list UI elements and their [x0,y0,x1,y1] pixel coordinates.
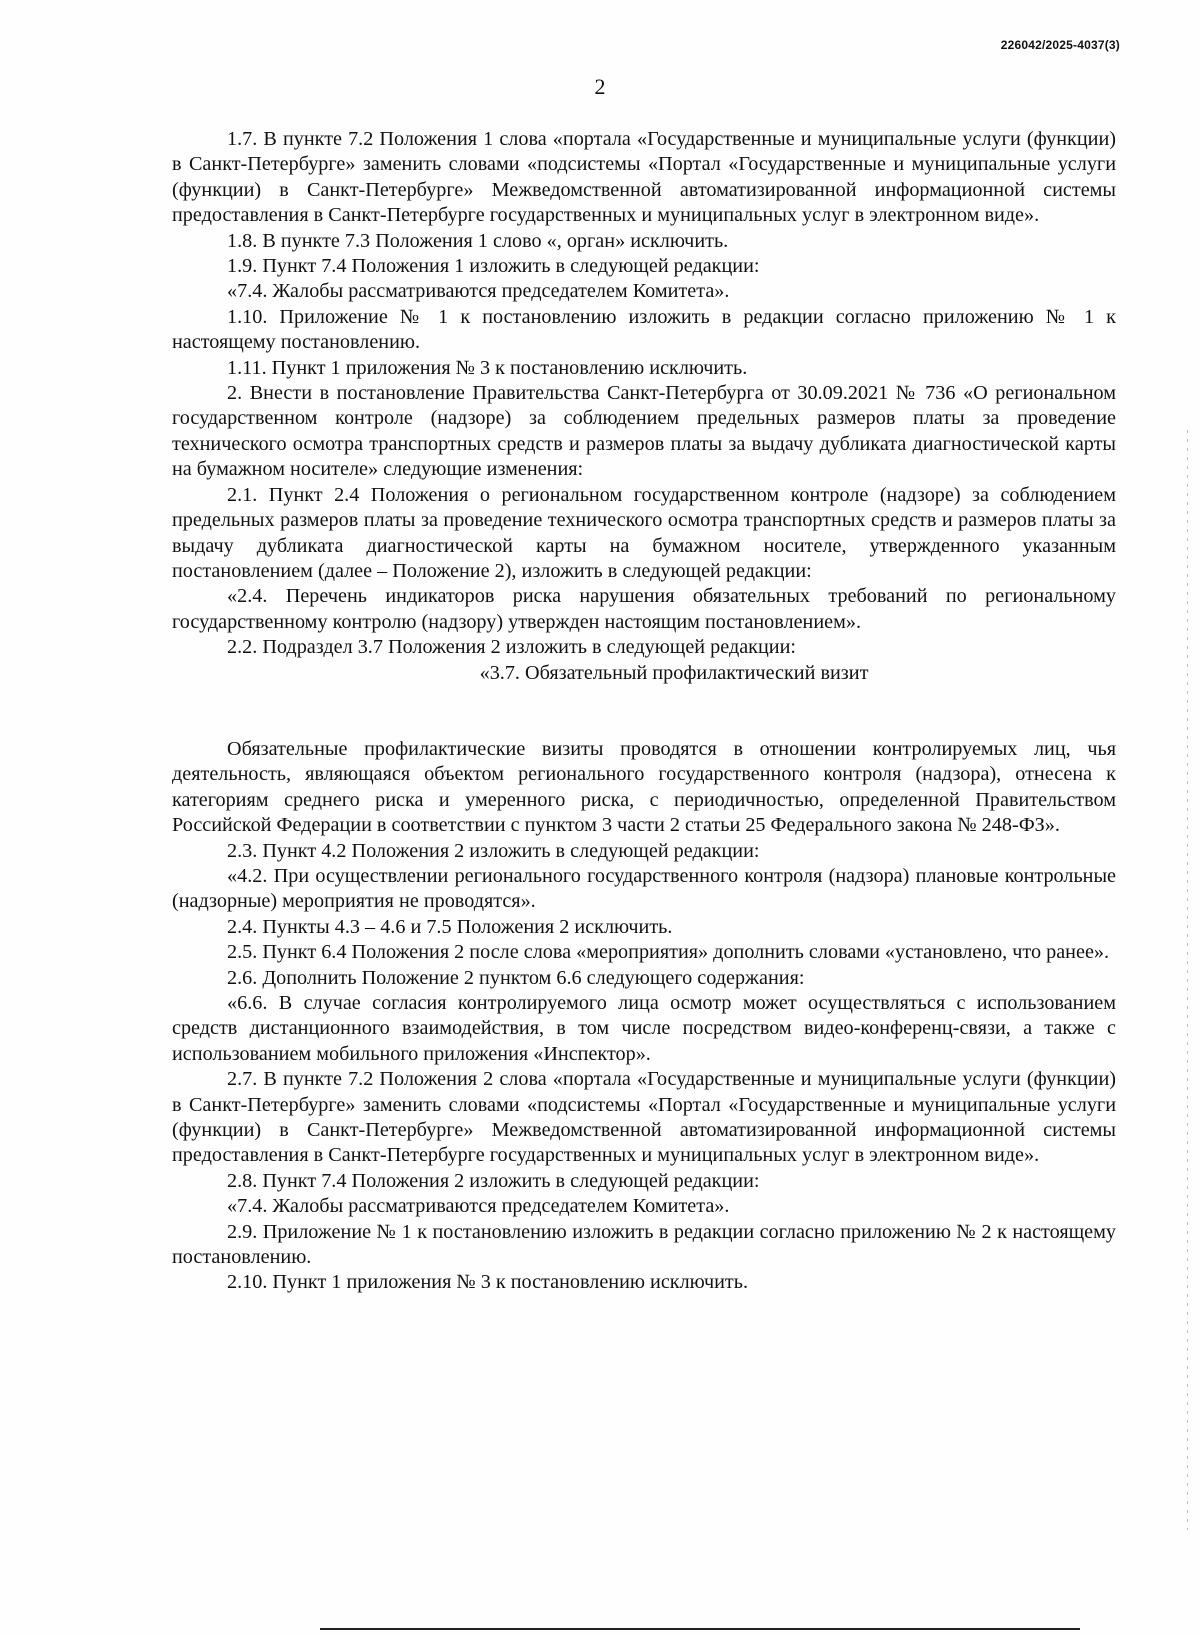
quote-6-6: «6.6. В случае согласия контролируемого лица осмотр может осуществляться с использованием средств дистанционного взаимодействия, в том числе посредством видео-конференц-связи, а также с использованием мобильного приложения «Инспектор». [172,992,1116,1065]
paragraph-2-1: 2.1. Пункт 2.4 Положения о региональном государственном контроле (надзоре) за соблюдением предельных размеров платы за проведение технического осмотра транспортных средств и размеров платы за выдачу дубликата диагностической карты на бумажном носителе, утвержденного указанным постановлением (далее – Положение 2), изложить в следующей редакции: [172,483,1116,582]
paragraph-2-9: 2.9. Приложение № 1 к постановлению изложить в редакции согласно приложению № 2 к настоящему постановлению. [172,1220,1116,1269]
paragraph-2-3: 2.3. Пункт 4.2 Положения 2 изложить в следующей редакции: [227,839,760,862]
scan-edge-right [1187,430,1188,1530]
paragraph-1-7: 1.7. В пункте 7.2 Положения 1 слова «портала «Государственные и муниципальные услуги (функции) в Санкт-Петербурге» заменить словами «подсистемы «Портал «Государственные и муниципальные услуги (функции) в Санкт-Петербурге» Межведомственной автоматизированной информационной системы предоставления в Санкт-Петербурге государственных и муниципальных услуг в электронном виде». [172,128,1116,227]
paragraph-1-8: 1.8. В пункте 7.3 Положения 1 слово «, орган» исключить. [227,229,729,252]
paragraph-2-6: 2.6. Дополнить Положение 2 пунктом 6.6 следующего содержания: [227,966,805,989]
document-body [172,127,1116,1296]
paragraph-2-5: 2.5. Пункт 6.4 Положения 2 после слова «мероприятия» дополнить словами «установлено, что ранее». [227,941,1110,964]
paragraph-2-7: 2.7. В пункте 7.2 Положения 2 слова «портала «Государственные и муниципальные услуги (функции) в Санкт-Петербурге» заменить словами «подсистемы «Портал «Государственные и муниципальные услуги (функции) в Санкт-Петербурге» Межведомственной автоматизированной информационной системы предоставления в Санкт-Петербурге государственных и муниципальных услуг в электронном виде». [172,1068,1116,1167]
paragraph-2-10: 2.10. Пункт 1 приложения № 3 к постановлению исключить. [227,1271,749,1294]
paragraph-1-10: 1.10. Приложение № 1 к постановлению изложить в редакции согласно приложению № 1 к настоящему постановлению. [172,305,1116,354]
paragraph-1-11: 1.11. Пункт 1 приложения № 3 к постановлению исключить. [227,356,748,379]
quote-4-2: «4.2. При осуществлении регионального государственного контроля (надзора) плановые контрольные (надзорные) мероприятия не проводятся». [172,864,1116,913]
quote-7-4-second: «7.4. Жалобы рассматриваются председателем Комитета». [227,1195,730,1218]
paragraph-preventive-visits: Обязательные профилактические визиты проводятся в отношении контролируемых лиц, чья деятельность, являющаяся объектом регионального государственного контроля (надзора), отнесена к категориям среднего риска и умеренного риска, с периодичностью, определенной Правительством Российской Федерации в соответствии с пунктом 3 части 2 статьи 25 Федерального закона № 248-ФЗ». [172,737,1116,837]
paragraph-2: 2. Внести в постановление Правительства Санкт-Петербурга от 30.09.2021 № 736 «О региональном государственном контроле (надзоре) за соблюдением предельных размеров платы за проведение технического осмотра транспортных средств и размеров платы за выдачу дубликата диагностической карты на бумажном носителе» следующие изменения: [172,382,1116,481]
document-registration-number: 226042/2025-4037(3) [1000,38,1120,52]
blank-gap [172,686,1116,737]
scan-edge-bottom [320,1628,1080,1630]
paragraph-2-2: 2.2. Подраздел 3.7 Положения 2 изложить в следующей редакции: [227,636,797,659]
paragraph-2-8: 2.8. Пункт 7.4 Положения 2 изложить в следующей редакции: [227,1169,760,1192]
paragraph-1-9: 1.9. Пункт 7.4 Положения 1 изложить в следующей редакции: [227,255,760,278]
page-number: 2 [594,74,606,99]
paragraph-2-4: 2.4. Пункты 4.3 – 4.6 и 7.5 Положения 2 исключить. [227,915,673,938]
quote-2-4: «2.4. Перечень индикаторов риска нарушения обязательных требований по региональному государственному контролю (надзору) утвержден настоящим постановлением». [172,585,1116,633]
quote-7-4: «7.4. Жалобы рассматриваются председателем Комитета». [227,280,730,303]
subsection-heading-3-7: «3.7. Обязательный профилактический визит [479,661,869,684]
